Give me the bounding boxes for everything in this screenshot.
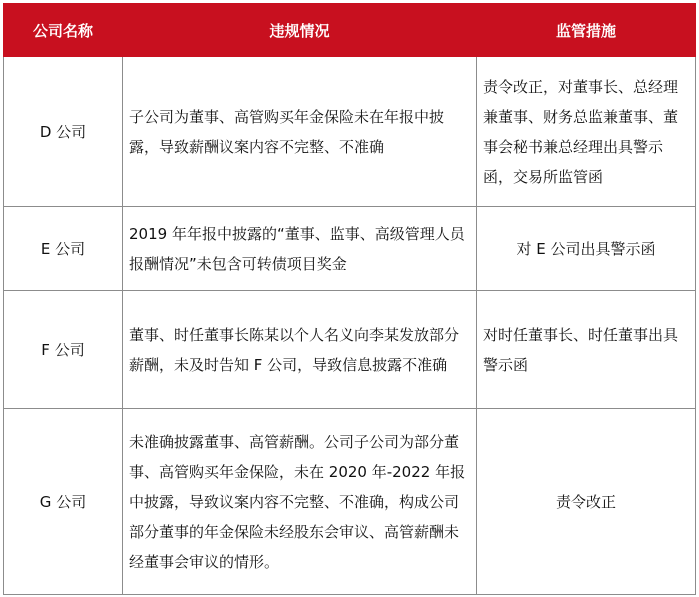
regulation-table: [3, 3, 696, 595]
table-row: [4, 409, 696, 595]
table-row: [4, 207, 696, 291]
table-row: [4, 291, 696, 409]
cell-company: G 公司: [4, 409, 123, 595]
header-measure: 监管措施: [477, 4, 696, 57]
header-violation: 违规情况: [123, 4, 477, 57]
cell-company: D 公司: [4, 57, 123, 207]
table-header-row: [4, 4, 696, 57]
cell-measure: 对时任董事长、时任董事出具警示函: [477, 291, 696, 409]
cell-violation: 未准确披露董事、高管薪酬。公司子公司为部分董事、高管购买年金保险，未在 2020 年-2022 年报中披露，导致议案内容不完整、不准确，构成公司部分董事的年金保险未经股东会审议、高管薪酬未经董事会审议的情形。: [123, 409, 477, 595]
cell-measure: 责令改正: [477, 409, 696, 595]
cell-measure: 责令改正，对董事长、总经理兼董事、财务总监兼董事、董事会秘书兼总经理出具警示函，交易所监管函: [477, 57, 696, 207]
cell-violation: 2019 年年报中披露的“董事、监事、高级管理人员报酬情况”未包含可转债项目奖金: [123, 207, 477, 291]
table-row: [4, 57, 696, 207]
cell-measure: 对 E 公司出具警示函: [477, 207, 696, 291]
cell-company: F 公司: [4, 291, 123, 409]
cell-company: E 公司: [4, 207, 123, 291]
cell-violation: 子公司为董事、高管购买年金保险未在年报中披露，导致薪酬议案内容不完整、不准确: [123, 57, 477, 207]
cell-violation: 董事、时任董事长陈某以个人名义向李某发放部分薪酬，未及时告知 F 公司，导致信息披露不准确: [123, 291, 477, 409]
header-company: 公司名称: [4, 4, 123, 57]
